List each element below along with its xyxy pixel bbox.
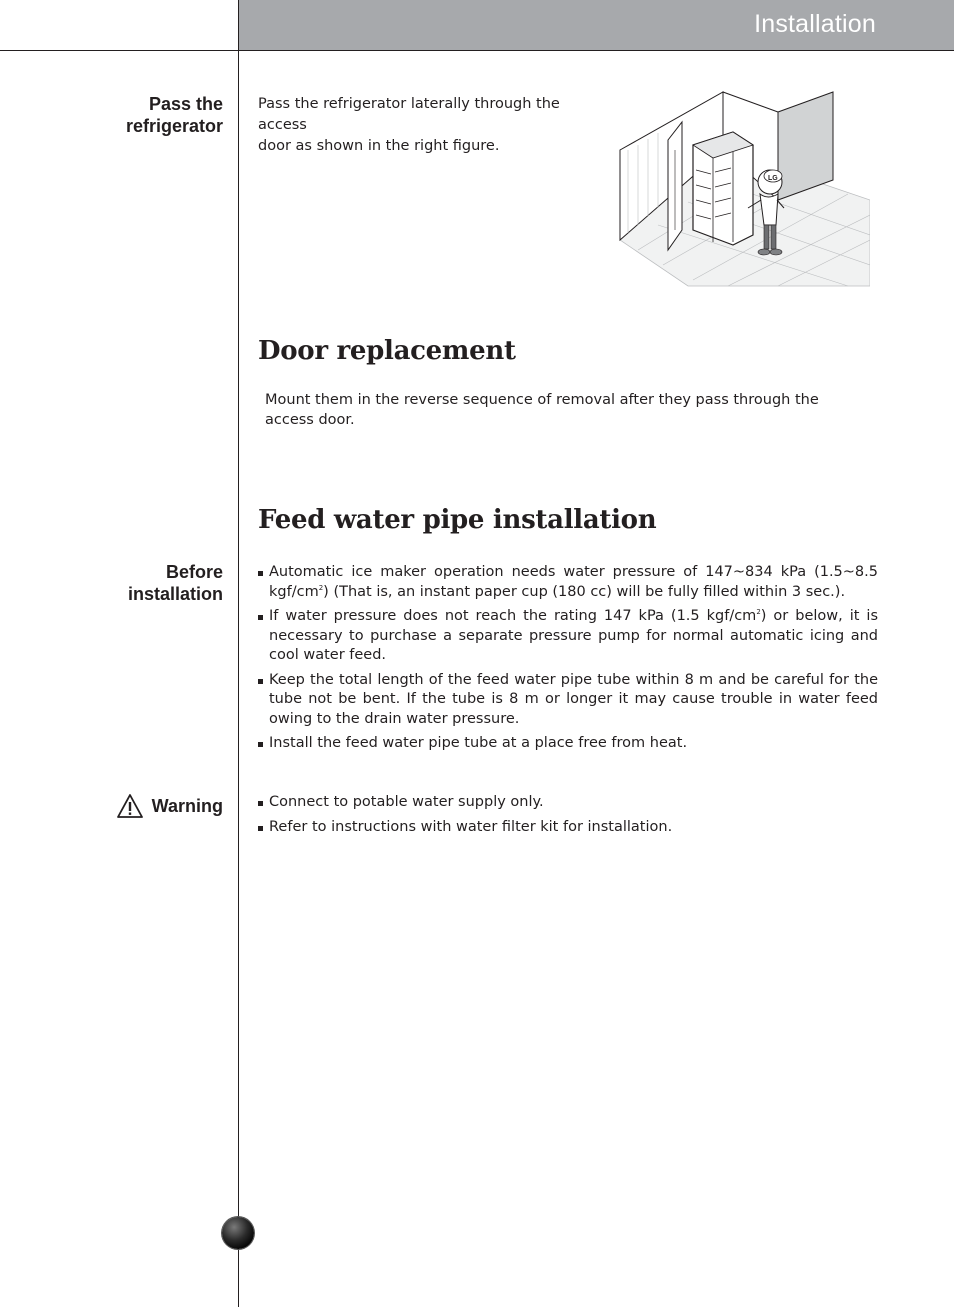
before-label-line2: installation <box>127 584 223 604</box>
before-installation-list <box>258 563 878 759</box>
pass-label-line1: Pass the <box>148 94 223 114</box>
list-item: If water pressure does not reach the rating 147 kPa (1.5 kgf/$cm^2$) or below, it is necessary to purchase a separate pressure pump for normal automatic icing and cool water feed. <box>258 607 878 666</box>
list-item: Keep the total length of the feed water pipe tube within 8 m and be careful for the tube not be bent. If the tube is 8 m or longer it may cause trouble in water feed owing to the drain water pressure. <box>258 671 878 730</box>
margin-rule <box>238 0 239 1307</box>
before-installation-label <box>23 561 223 605</box>
warning-triangle-icon <box>116 793 144 819</box>
warning-text: Warning <box>151 795 223 816</box>
door-replacement-heading: Door replacement <box>258 336 516 366</box>
pass-label-line2: refrigerator <box>125 116 223 136</box>
pass-text-line2: door as shown in the right figure. <box>258 138 500 154</box>
page-title: Installation <box>754 10 876 38</box>
header-rule <box>0 50 954 51</box>
pass-text-line1: Pass the refrigerator laterally through the access <box>258 96 560 133</box>
pass-refrigerator-label <box>23 93 223 137</box>
black-circle-icon <box>222 1217 254 1249</box>
refrigerator-passing-door-illustration <box>618 90 870 288</box>
feed-water-heading: Feed water pipe installation <box>258 505 657 535</box>
warning-list <box>258 793 878 842</box>
door-replacement-text: Mount them in the reverse sequence of removal after they pass through the access door. <box>265 392 819 428</box>
list-item: Automatic ice maker operation needs water pressure of 147~834 kPa (1.5~8.5 kgf/$cm^2$) (That is, an instant paper cup (180 cc) will be fully filled within 3 sec.). <box>258 563 878 602</box>
before-label-line1: Before <box>165 562 223 582</box>
list-item: Install the feed water pipe tube at a place free from heat. <box>258 734 878 754</box>
list-item: Refer to instructions with water filter kit for installation. <box>258 818 878 838</box>
list-item: Connect to potable water supply only. <box>258 793 878 813</box>
pass-refrigerator-text <box>258 94 603 157</box>
warning-label <box>116 793 223 819</box>
mascot-logo-text: LG <box>768 175 778 182</box>
header-bar <box>239 0 954 50</box>
